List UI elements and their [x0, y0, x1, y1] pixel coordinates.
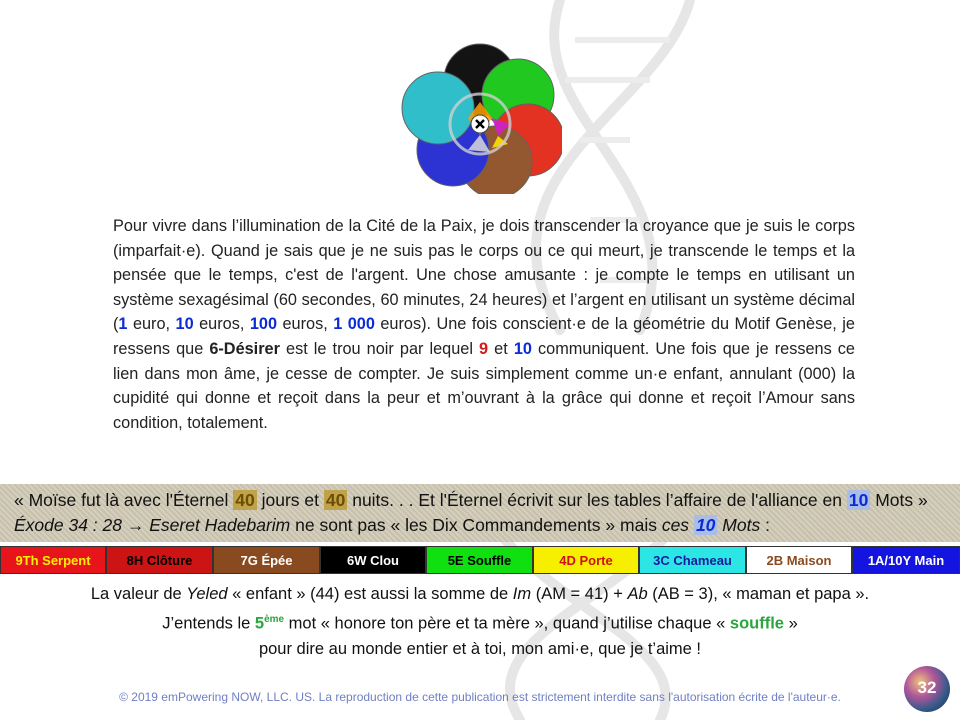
closing-text-part: J’entends le: [162, 614, 255, 633]
number-5: 5: [254, 614, 265, 633]
quote-text: « Moïse fut là avec l'Éternel: [14, 490, 234, 510]
strip-label: 9Th Serpent: [15, 552, 91, 568]
desirer-term: 6-Désirer: [209, 339, 280, 358]
strip-cell-maison: [746, 546, 852, 574]
number-1: 1: [118, 315, 128, 334]
paragraph-text: euros,: [193, 315, 250, 334]
strip-cell-serpent: [0, 546, 106, 574]
main-paragraph: [113, 214, 855, 435]
paragraph-text: euro,: [127, 315, 176, 334]
letter-color-strip: [0, 546, 960, 576]
quote-text: Mots: [717, 515, 761, 535]
word-yeled: Yeled: [186, 585, 228, 603]
copyright-footer: © 2019 emPowering NOW, LLC. US. La reproduction de cette publication est strictement interdite sans l'autorisation écrite de l'auteur·e.: [119, 690, 841, 704]
number-10: 10: [513, 339, 532, 358]
strip-label: 8H Clôture: [126, 552, 193, 568]
strip-label: 5E Souffle: [447, 552, 512, 568]
closing-text-part: « enfant » (44) est aussi la somme de: [227, 585, 513, 603]
quote-text: nuits. . . Et l'Éternel écrivit sur les tables l’affaire de l'alliance en: [347, 490, 847, 510]
word-souffle: souffle: [729, 614, 784, 633]
paragraph-text: Pour vivre dans l’illumination de la Cité de la Paix, je dois transcender la croyance que je suis le corps (imparfait·e). Quand je sais que je ne suis pas le corps ou ce qui meurt, je transcende le temps et la pensée que le temps, c'est de l'argent. Une chose amusante : je compte le temps en utilisant un système sexagésimal (60 secondes, 60 minutes, 24 heures) et l’argent en utilisant un système décimal (: [113, 217, 855, 334]
quote-text: Mots »: [870, 490, 928, 510]
genesis-circles-logo: [398, 40, 562, 194]
quote-text: ne sont pas « les Dix Commandements » mais: [290, 515, 662, 535]
number-9: 9: [479, 339, 489, 358]
closing-line-3: pour dire au monde entier et à toi, mon ami·e, que je t’aime !: [258, 639, 702, 658]
closing-line-1: [0, 582, 960, 607]
strip-label: 2B Maison: [766, 552, 832, 568]
number-10: 10: [695, 515, 716, 535]
strip-label: 7G Épée: [240, 552, 293, 568]
quote-text: :: [760, 515, 770, 535]
strip-label: 4D Porte: [559, 552, 613, 568]
number-100: 100: [249, 315, 278, 334]
page-number-badge: [904, 666, 950, 712]
strip-cell-souffle: [426, 546, 533, 574]
scripture-reference: Éxode 34 : 28 → Eseret Hadebarim: [14, 515, 291, 535]
number-40: 40: [235, 490, 255, 510]
word-ab: Ab: [627, 585, 648, 603]
strip-cell-cloture: [106, 546, 213, 574]
strip-cell-porte: [533, 546, 639, 574]
closing-text-part: La valeur de: [90, 585, 187, 603]
strip-cell-main: [852, 546, 960, 574]
paragraph-text: euros,: [277, 315, 334, 334]
paragraph-text: communiquent. Une fois que je ressens ce lien dans mon âme, je cesse de compter. Je suis simplement comme un·e enfant, annulant (000) la cupidité qui donne et reçoit dans la peur et m’ouvrant à la grâce qui donne et reçoit l’Amour sans condition, totalement.: [113, 339, 855, 432]
quote-text: jours et: [256, 490, 324, 510]
closing-text-part: »: [783, 614, 798, 633]
closing-line-2: [0, 607, 960, 637]
strip-cell-chameau: [639, 546, 746, 574]
ordinal-suffix: ème: [264, 614, 285, 625]
closing-text-part: (AM = 41) +: [531, 585, 628, 603]
number-10: 10: [175, 315, 194, 334]
strip-label: 6W Clou: [347, 552, 399, 568]
closing-text: [0, 582, 960, 662]
paragraph-text: est le trou noir par lequel: [279, 339, 480, 358]
quote-text: ces: [661, 515, 694, 535]
strip-label: 3C Chameau: [653, 552, 732, 568]
number-40: 40: [325, 490, 346, 510]
strip-label: 1A/10Y Main: [867, 552, 945, 568]
scripture-quote: [14, 488, 950, 538]
paragraph-text: et: [488, 339, 514, 358]
strip-cell-epee: [213, 546, 320, 574]
number-10: 10: [848, 490, 869, 510]
strip-cell-clou: [320, 546, 426, 574]
paragraph-text: euros). Une fois conscient·e de la géométrie du Motif Genèse, je ressens que: [113, 315, 855, 358]
number-1000: 1 000: [333, 315, 375, 334]
closing-text-part: (AB = 3), « maman et papa ».: [647, 585, 870, 603]
closing-text-part: mot « honore ton père et ta mère », quand j’utilise chaque «: [284, 614, 730, 633]
page-number: 32: [917, 678, 937, 697]
word-im: Im: [512, 585, 532, 603]
